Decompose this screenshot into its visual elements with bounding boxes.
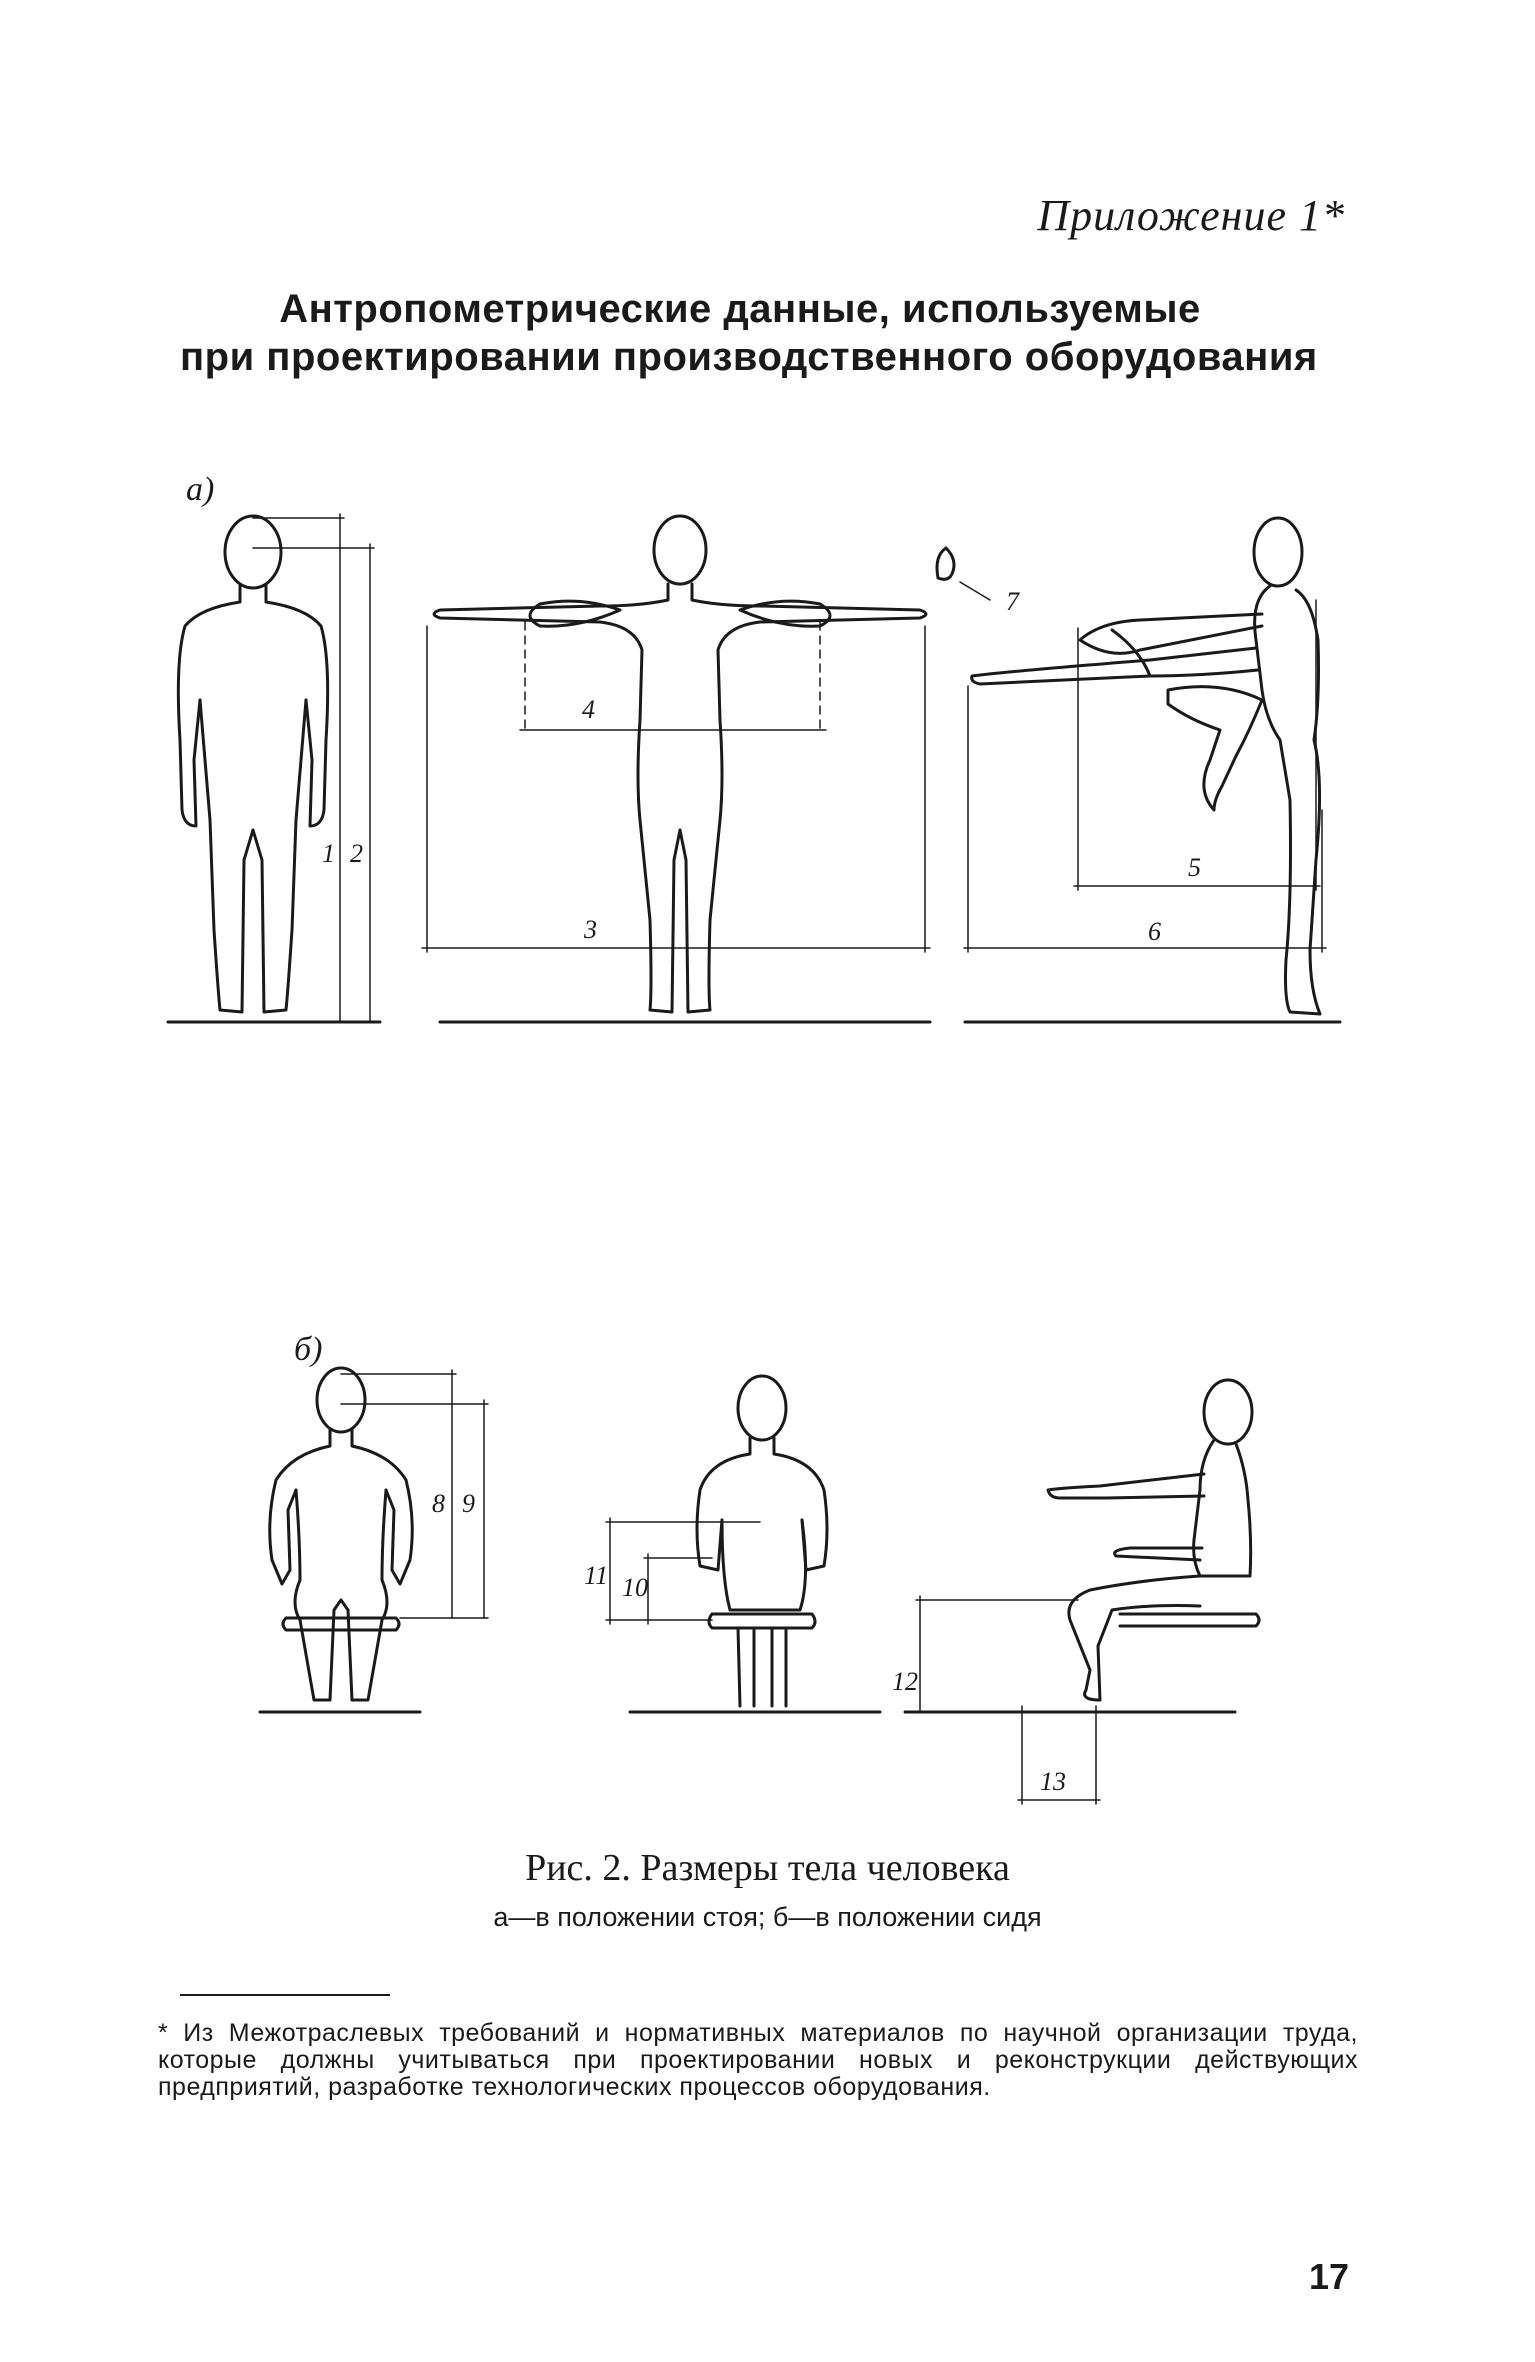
dim-12-label: 12 bbox=[892, 1667, 918, 1696]
figure-subcaption: а—в положении стоя; б—в положении сидя bbox=[493, 1902, 1042, 1932]
seated-side-figure bbox=[1048, 1380, 1259, 1700]
seated-back-figure bbox=[697, 1376, 827, 1706]
dim-13-label: 13 bbox=[1040, 1767, 1066, 1796]
dim-3-label: 3 bbox=[584, 915, 597, 944]
panel-b-label: б) bbox=[294, 1331, 323, 1368]
dim-7-label: 7 bbox=[1006, 587, 1019, 616]
dim-6-label: 6 bbox=[1148, 917, 1161, 946]
dim-11-label: 11 bbox=[584, 1561, 609, 1590]
standing-front-figure bbox=[178, 516, 327, 1012]
standing-side-reach-figure bbox=[937, 518, 1320, 1014]
appendix-label: Приложение 1* bbox=[1037, 191, 1345, 240]
page-number: 17 bbox=[1308, 2256, 1349, 2297]
figure-caption: Рис. 2. Размеры тела человека bbox=[525, 1847, 1010, 1889]
title-line-2: при проектировании производственного оборудования bbox=[180, 335, 1318, 379]
dim-10-label: 10 bbox=[622, 1573, 648, 1602]
title-line-1: Антропометрические данные, используемые bbox=[279, 287, 1201, 331]
footnote-divider bbox=[180, 1994, 390, 1996]
footnote: * Из Межотраслевых требований и нормативных материалов по научной организации труда, которые должны учитываться при проектировании новых и реконструкции действующих предприятий, разработке технологических процессов оборудования. bbox=[158, 2019, 1358, 2101]
dim-8-label: 8 bbox=[432, 1489, 445, 1518]
standing-arms-spread-figure bbox=[434, 516, 926, 1012]
dim-5-label: 5 bbox=[1188, 853, 1201, 882]
dim-2-label: 2 bbox=[350, 839, 363, 868]
panel-a-label: а) bbox=[186, 471, 215, 508]
seated-front-figure bbox=[270, 1368, 413, 1700]
dim-1-label: 1 bbox=[322, 839, 335, 868]
dim-9-label: 9 bbox=[462, 1489, 475, 1518]
dim-4-label: 4 bbox=[582, 695, 595, 724]
